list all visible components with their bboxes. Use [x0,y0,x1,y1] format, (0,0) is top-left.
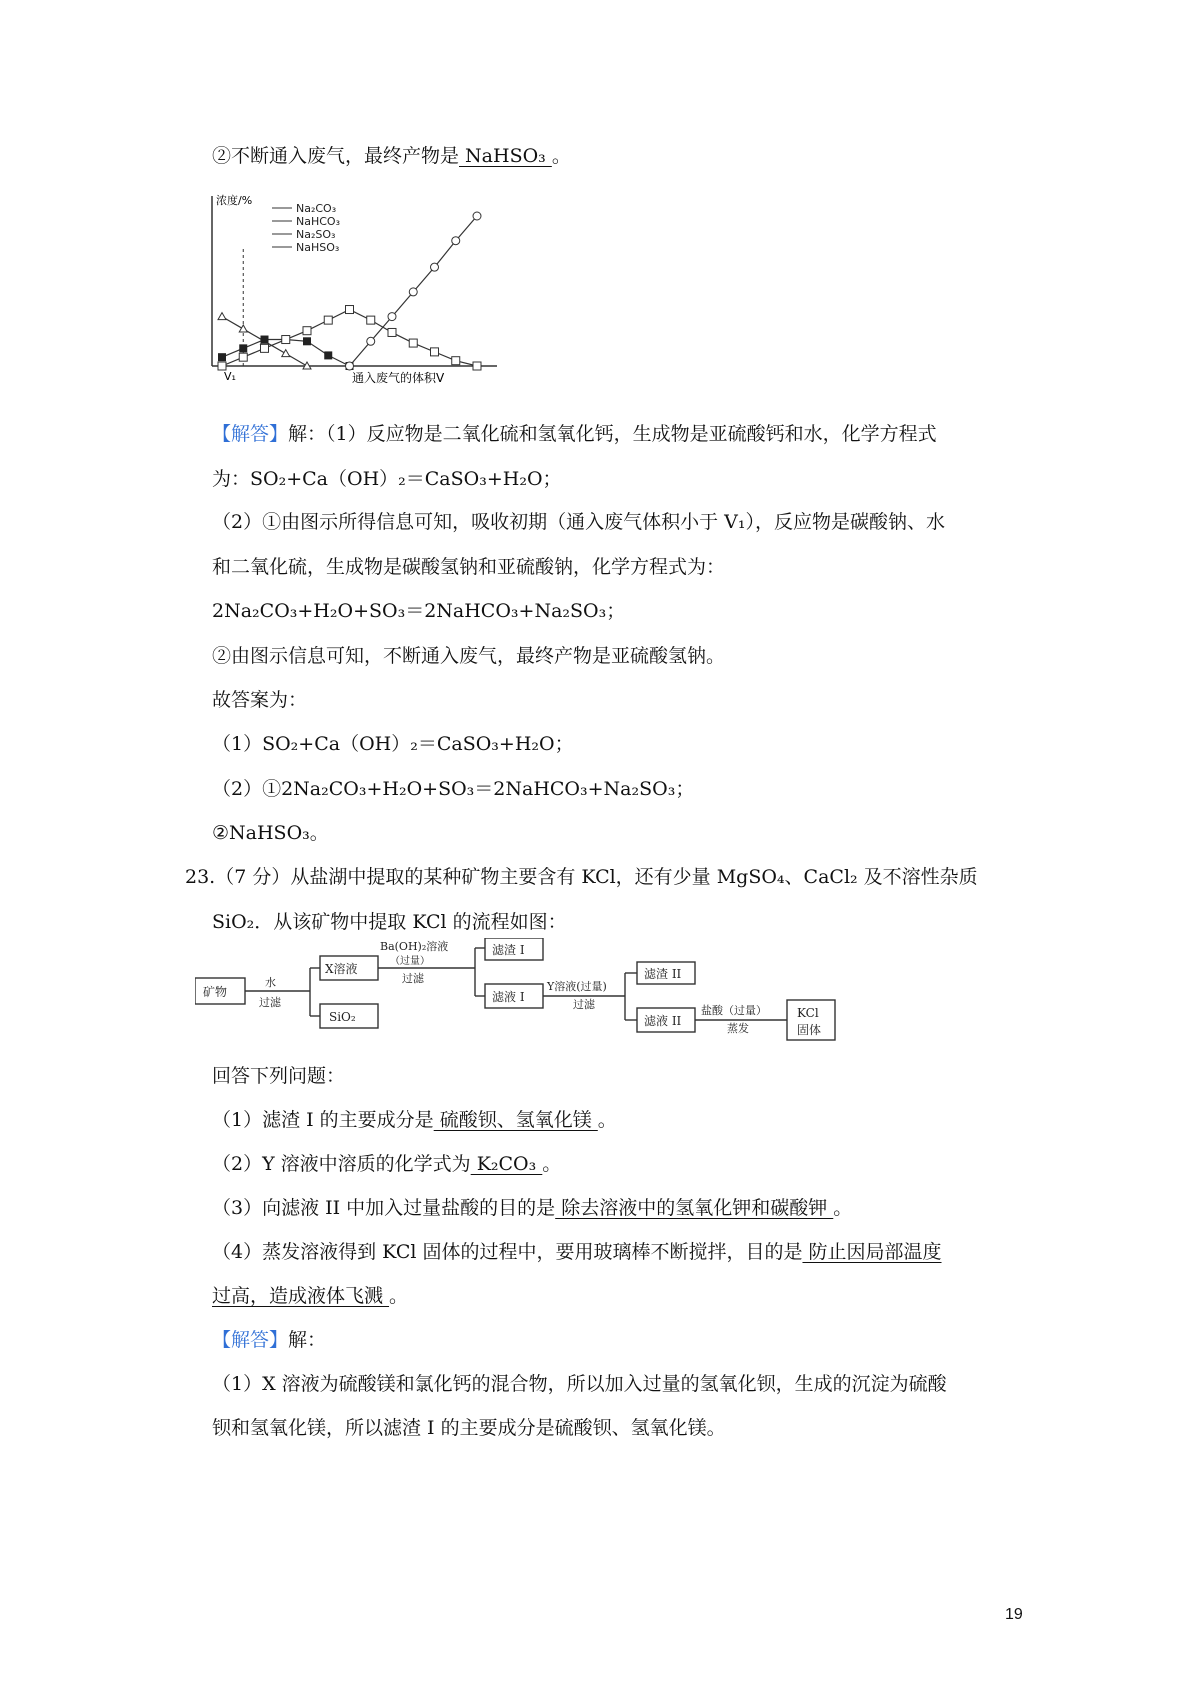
answer-line-1: 【解答】解：（1）反应物是二氧化硫和氢氧化钙，生成物是亚硫酸钙和水，化学方程式 [212,423,937,445]
legend-entry: Na₂CO₃ [296,202,337,215]
svg-text:X溶液: X溶液 [325,962,358,976]
q23-line-2: SiO₂．从该矿物中提取 KCl 的流程如图： [212,911,567,933]
x-axis-label: 通入废气的体积V [352,371,445,385]
svg-text:滤液 II: 滤液 II [644,1014,682,1028]
data-point [282,336,290,344]
q23-a3: （3）向滤液 II 中加入过量盐酸的目的是 除去溶液中的氢氧化钾和碳酸钾 。 [212,1197,853,1219]
v1-marker-label: V₁ [224,370,236,383]
data-point [346,362,354,370]
q22-part2-line: ②不断通入废气，最终产物是 NaHSO₃ 。 [212,145,571,167]
svg-text:滤液 I: 滤液 I [492,990,525,1004]
q23-solution-2: 钡和氢氧化镁，所以滤渣 I 的主要成分是硫酸钡、氢氧化镁。 [212,1417,726,1439]
answer-blank: NaHSO₃ [459,145,552,167]
answer-blank: 除去溶液中的氢氧化钾和碳酸钾 [555,1197,834,1219]
answer-line-10: ②NaHSO₃。 [212,822,329,844]
q23-solution-head: 【解答】解： [212,1329,327,1351]
svg-text:过滤: 过滤 [402,972,424,985]
legend-entry: Na₂SO₃ [296,228,336,241]
answer-blank: 硫酸钡、氢氧化镁 [433,1109,598,1131]
q23-line-1: 23.（7 分）从盐湖中提取的某种矿物主要含有 KCl，还有少量 MgSO₄、CaCl₂ 及不溶性杂质 [185,866,978,888]
answer-line-3: （2）①由图示所得信息可知，吸收初期（通入废气体积小于 V₁），反应物是碳酸钠、水 [212,511,945,533]
data-point [261,336,269,344]
data-point [261,344,269,352]
q23-a2: （2）Y 溶液中溶质的化学式为 K₂CO₃ 。 [212,1153,562,1175]
svg-text:过滤: 过滤 [573,998,595,1011]
svg-text:滤渣 II: 滤渣 II [644,967,682,981]
answer-blank: K₂CO₃ [470,1153,543,1175]
q23-intro: 回答下列问题： [212,1065,346,1087]
answer-line-6: ②由图示信息可知，不断通入废气，最终产物是亚硫酸氢钠。 [212,645,726,667]
svg-text:盐酸（过量）: 盐酸（过量） [701,1004,767,1017]
flow-diagram [195,938,855,1048]
series-line-2 [222,310,477,366]
q23-a1: （1）滤渣 I 的主要成分是 硫酸钡、氢氧化镁 。 [212,1109,617,1131]
svg-text:Y溶液(过量): Y溶液(过量) [547,980,607,993]
answer-blank: 防止因局部温度 [802,1241,942,1263]
data-point [303,327,311,335]
data-point [239,325,247,332]
y-axis-label: 浓度/% [216,194,253,207]
page-number: 19 [1005,1606,1023,1623]
data-point [367,316,375,324]
svg-text:滤渣 I: 滤渣 I [492,943,525,957]
svg-text:Ba(OH)₂溶液: Ba(OH)₂溶液 [380,940,449,953]
data-point [303,337,311,345]
data-point [324,351,332,359]
data-point [239,353,247,361]
svg-text:过滤: 过滤 [259,996,281,1009]
data-point [431,263,439,271]
data-point [324,316,332,324]
data-point [388,328,396,336]
svg-text:固体: 固体 [797,1023,822,1037]
data-point [239,344,247,352]
data-point [452,237,460,245]
data-point [218,313,226,320]
answer-tag: 【解答】 [212,423,289,445]
legend-entry: NaHCO₃ [296,215,340,228]
answer-line-7: 故答案为： [212,689,308,711]
svg-text:KCl: KCl [797,1006,819,1020]
data-point [452,357,460,365]
data-point [282,350,290,357]
answer-tag: 【解答】 [212,1329,289,1351]
answer-line-2: 为：SO₂+Ca（OH）₂＝CaSO₃+H₂O； [212,468,562,490]
answer-line-8: （1）SO₂+Ca（OH）₂＝CaSO₃+H₂O； [212,733,574,755]
data-point [409,339,417,347]
data-point [388,313,396,321]
data-point [367,337,375,345]
q23-solution-1: （1）X 溶液为硫酸镁和氯化钙的混合物，所以加入过量的氢氧化钡，生成的沉淀为硫酸 [212,1373,947,1395]
data-point [473,212,481,220]
data-point [218,362,226,370]
legend-entry: NaHSO₃ [296,241,340,254]
answer-line-4: 和二氧化硫，生成物是碳酸氢钠和亚硫酸钠，化学方程式为： [212,556,726,578]
q23-a4-cont: 过高，造成液体飞溅 。 [212,1285,409,1307]
label-mineral: 矿物 [203,985,228,999]
svg-text:蒸发: 蒸发 [727,1022,749,1035]
data-point [346,306,354,314]
answer-line-5: 2Na₂CO₃+H₂O+SO₃＝2NaHCO₃+Na₂SO₃； [212,600,626,622]
svg-text:SiO₂: SiO₂ [329,1010,356,1024]
data-point [473,362,481,370]
answer-blank: 过高，造成液体飞溅 [212,1285,390,1307]
data-point [409,288,417,296]
svg-text:水: 水 [265,976,276,989]
q23-a4: （4）蒸发溶液得到 KCl 固体的过程中，要用玻璃棒不断搅拌，目的是 防止因局部温度 [212,1241,942,1263]
data-point [431,348,439,356]
answer-line-9: （2）①2Na₂CO₃+H₂O+SO₃＝2NaHCO₃+Na₂SO₃； [212,778,695,800]
data-point [218,353,226,361]
concentration-chart [200,188,510,393]
svg-text:（过量）: （过量） [390,956,430,967]
